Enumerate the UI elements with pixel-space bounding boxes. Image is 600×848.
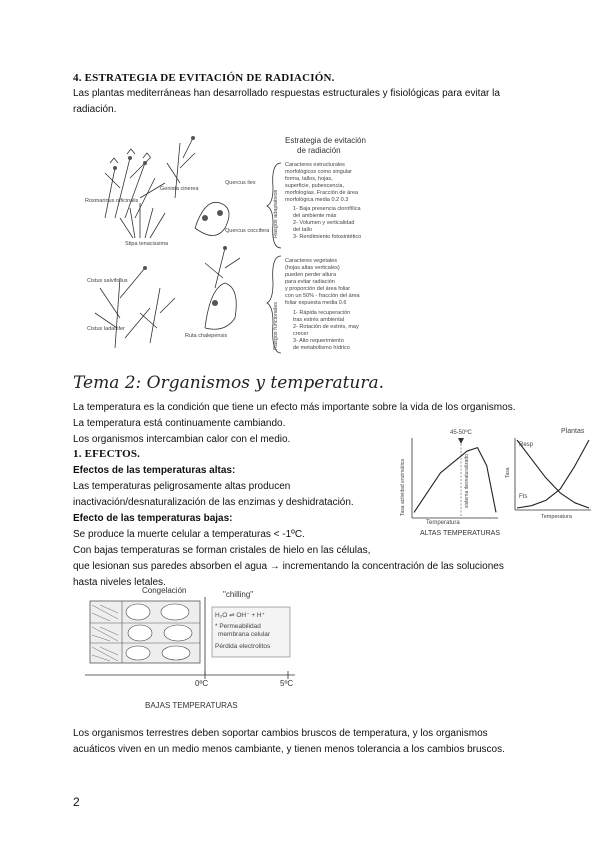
paragraph-line: Los organismos intercambian calor con el medio. [73,434,291,445]
plant-label: Quercus coccifera [225,228,270,234]
radiation-strategy-figure [75,128,383,358]
plant-label: Genista cinerea [160,186,199,192]
chilling-item: membrana celular [218,631,271,638]
series-line-resp [517,440,589,508]
paragraph-line: inactivación/desnaturalización de las enzimas y deshidratación. [73,497,354,508]
chart-title: ALTAS TEMPERATURAS [420,530,500,537]
page-number: 2 [73,795,80,809]
paragraph-line: La temperatura está continuamente cambiando. [73,418,286,429]
x-axis-label: Temperatura [541,514,572,520]
legend-fts: Fts [519,494,528,500]
paragraph-line: La temperatura es la condición que tiene un efecto más importante sobre la vida de los organismos. [73,402,516,413]
upper-side-label: Rasgos adaptativos [273,189,279,238]
bajas-caption: BAJAS TEMPERATURAS [145,701,238,710]
temp-0: 0ºC [195,679,209,688]
plant-label: Ruta chalepensis [185,333,228,339]
section-heading-1: 1. EFECTOS. [73,448,141,460]
lower-items: 1- Rápida recuperación tras estrés ambiental 2- Rotación de estrés, may crecer 3- Alto requerimiento de metabolismo hídrico [293,310,359,351]
equation: H₂O ⇌ OH⁻ + H⁺ [215,612,266,619]
paragraph-line: Se produce la muerte celular a temperaturas < -1ºC. [73,529,305,540]
lower-side-label: Rasgos funcionales [273,301,279,350]
annotation-optimum: 45-50ºC [450,430,472,436]
y-axis-label: Tasa actividad enzimática [400,459,406,516]
chart-title: Plantas [561,428,585,435]
paragraph-line: acuáticos viven en un medio menos cambiante, y tienen menos tolerancia a los cambios bruscos. [73,744,505,755]
legend-resp: Resp [519,442,534,448]
plant-label: Cistus ladanifer [87,326,125,332]
upper-items: 1- Baja presencia clorofílica del ambiente más 2- Volumen y verticalidad del tallo 3- Rendimiento fotosintético [293,206,362,240]
bajas-figure [80,583,300,718]
temp-5: 5ºC [280,679,294,688]
tema-title: Tema 2: Organismos y temperatura. [73,373,385,393]
y-axis-label: Tasa [505,467,511,478]
section-heading-4: 4. ESTRATEGIA DE EVITACIÓN DE RADIACIÓN. [73,72,335,84]
plant-label: Rosmarinus officinalis [85,198,139,204]
x-axis-label: Temperatura [426,520,460,526]
figure-title: de radiación [297,146,341,155]
subheading-altas: Efectos de las temperaturas altas: [73,465,236,476]
chart-altas [398,430,503,542]
plant-label: Cistus salvifolius [87,278,128,284]
upper-block: Caracteres estructurales morfológicos como singular forma, tallos, hojas, superficie, pubescencia, morfologías. Fracción de área morfológica media 0.2 0.3 [285,162,359,203]
paragraph-line: hasta niveles letales. [73,577,166,588]
series-line-fts [517,440,589,508]
series-line-actividad-enzim-tica [414,448,496,513]
annotation-denatured: sistema desnaturalizado [464,454,470,508]
paragraph-line: Con bajas temperaturas se forman cristales de hielo en las células, [73,545,371,556]
paragraph-line: Las plantas mediterráneas han desarrollado respuestas estructurales y fisiológicas para evitar la [73,88,500,99]
chilling-item: Pérdida electrolitos [215,643,271,650]
chart-plantas [505,428,595,528]
plant-label: Stipa tenacissima [125,241,169,247]
congelacion-label: Congelación [142,586,187,595]
plant-illustrations [75,128,265,358]
paragraph-line: que lesionan sus paredes absorben el agua → incrementando la concentración de las soluciones [73,561,504,572]
chilling-label: "chilling" [223,590,254,599]
paragraph-line: Las temperaturas peligrosamente altas producen [73,481,291,492]
paragraph-line: Los organismos terrestres deben soportar cambios bruscos de temperatura, y los organismos [73,728,488,739]
paragraph-line: radiación. [73,104,117,115]
subheading-bajas: Efecto de las temperaturas bajas: [73,513,233,524]
figure-title: Estrategia de evitación [285,136,366,145]
chilling-item: * Permeabilidad [215,623,261,630]
lower-block: Caracteres vegetales (hojas altas verticales) pueden perder altura para evitar radiación y proporción del área foliar con un 50% - fracción del área foliar expuesta media 0.6 [285,258,360,306]
plant-label: Quercus ilex [225,180,256,186]
optimum-arrow [458,438,464,444]
